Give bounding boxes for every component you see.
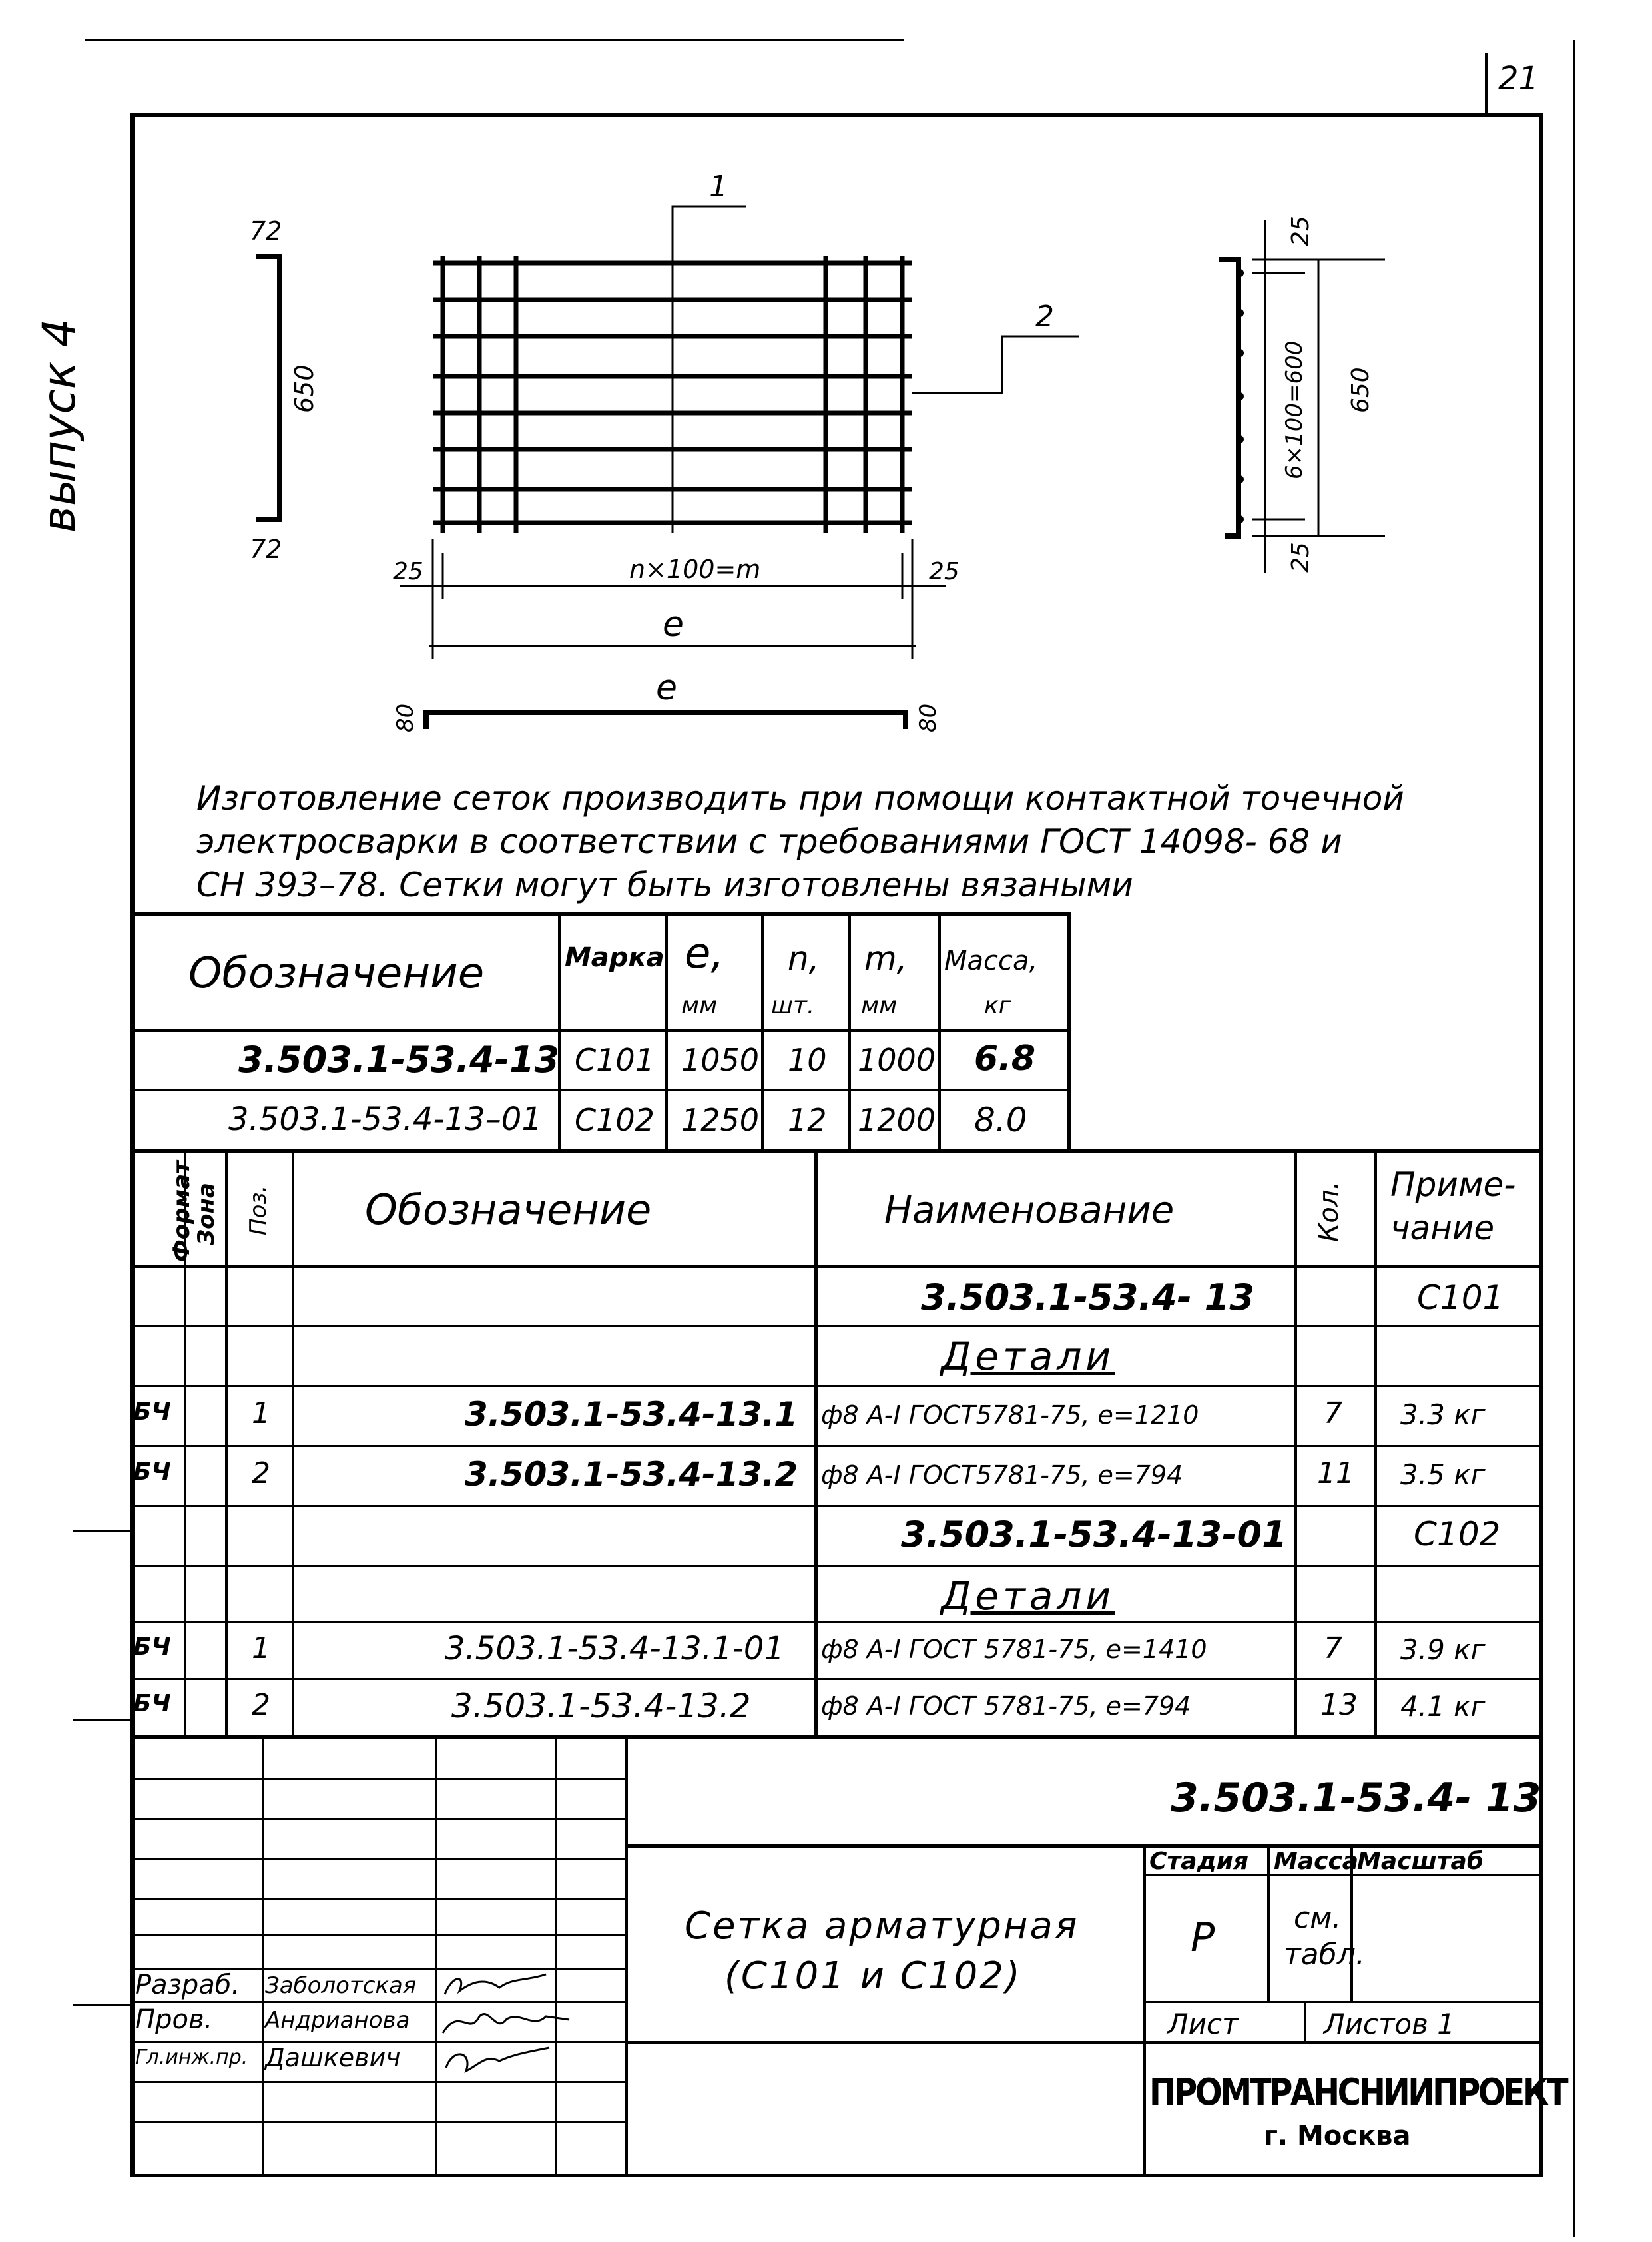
mark-row1-mass: 6.8 <box>974 1039 1036 1079</box>
leader-label-2: 2 <box>1035 300 1054 334</box>
signer-role-1: Разраб. <box>135 1970 240 2000</box>
spec-row7-designation: 3.503.1-53.4-13.1-01 <box>445 1630 784 1667</box>
mark-row2-mark: С102 <box>575 1102 655 1138</box>
mark-row2-n: 12 <box>788 1102 827 1138</box>
title-line-1: Сетка арматурная <box>685 1904 1079 1948</box>
spec-row5-name: 3.503.1-53.4-13-01 <box>901 1514 1287 1555</box>
signature-3 <box>439 2041 553 2081</box>
title-line-2: (С101 и С102) <box>724 1954 1022 1998</box>
sheets-label: Листов 1 <box>1324 2008 1455 2040</box>
spec-th-format: Формат <box>168 1161 195 1262</box>
spec-row8-pos: 2 <box>252 1688 270 1722</box>
stage-label: Стадия <box>1149 1848 1248 1875</box>
spec-row4-format: БЧ <box>133 1458 171 1486</box>
sheet-number: 21 <box>1498 60 1539 97</box>
spec-row3-format: БЧ <box>133 1398 171 1426</box>
spec-row1-name: 3.503.1-53.4- 13 <box>921 1276 1254 1318</box>
spec-row7-name: ф8 А-I ГОСТ 5781-75, e=1410 <box>821 1635 1207 1664</box>
signer-role-2: Пров. <box>135 2004 213 2035</box>
mark-th-designation: Обозначение <box>188 949 485 998</box>
signature-1 <box>439 1968 553 2004</box>
mark-th-mark: Марка <box>565 942 665 973</box>
signer-name-3: Дашкевич <box>265 2043 401 2072</box>
mark-row1-mark: С101 <box>575 1042 655 1078</box>
side-top-dim: 25 <box>1287 216 1314 246</box>
spec-row3-qty: 7 <box>1324 1396 1342 1430</box>
spec-row3-designation: 3.503.1-53.4-13.1 <box>465 1395 798 1434</box>
spec-th-note-l2: чание <box>1390 1209 1495 1247</box>
stage-value: Р <box>1191 1914 1215 1961</box>
mark-row2-designation: 3.503.1-53.4-13–01 <box>228 1101 542 1138</box>
spec-row5-note: С102 <box>1414 1515 1501 1553</box>
bottom-right-hook: 80 <box>915 703 942 732</box>
signature-2 <box>439 2003 573 2043</box>
left-bar-detail <box>256 256 280 519</box>
spec-th-qty: Кол. <box>1314 1181 1344 1242</box>
spec-row7-qty: 7 <box>1324 1631 1342 1665</box>
note-line-1: Изготовление сеток производить при помощи контактной точечной <box>196 779 1404 818</box>
spec-row7-format: БЧ <box>133 1633 171 1661</box>
spec-row4-designation: 3.503.1-53.4-13.2 <box>465 1455 798 1494</box>
side-height-dim: 650 <box>1347 367 1374 413</box>
spec-row4-pos: 2 <box>252 1456 270 1490</box>
spec-row8-designation: 3.503.1-53.4-13.2 <box>451 1687 751 1725</box>
mark-row1-m: 1000 <box>858 1042 936 1078</box>
org-name: ПРОМТРАНСНИИПРОЕКТ <box>1149 2071 1567 2114</box>
spec-row6-name: Детали <box>941 1573 1115 1619</box>
bottom-left-hook: 80 <box>392 703 419 732</box>
spec-row7-note: 3.9 кг <box>1400 1633 1486 1666</box>
mark-th-m-unit: мм <box>861 992 898 1019</box>
leader-label-1: 1 <box>709 170 728 204</box>
bottom-bar-dim: e <box>656 668 677 708</box>
spec-row4-note: 3.5 кг <box>1400 1458 1486 1491</box>
spec-row8-qty: 13 <box>1320 1688 1358 1722</box>
spec-th-name: Наименование <box>884 1189 1175 1232</box>
signer-name-2: Андрианова <box>265 2007 410 2034</box>
signer-name-1: Заболотская <box>265 1972 417 1999</box>
left-height-dim: 650 <box>290 364 319 413</box>
spec-row4-qty: 11 <box>1317 1456 1354 1490</box>
mesh-width-dim: e <box>663 605 684 645</box>
note-line-2: электросварки в соответствии с требованиями ГОСТ 14098- 68 и <box>196 822 1342 861</box>
left-top-dim: 72 <box>250 216 282 246</box>
left-bottom-dim: 72 <box>250 535 282 564</box>
spec-th-designation: Обозначение <box>365 1185 652 1234</box>
mesh-left-dim: 25 <box>393 558 423 585</box>
mark-row1-e: 1050 <box>681 1042 760 1078</box>
mesh-right-dim: 25 <box>929 558 960 585</box>
spec-row3-note: 3.3 кг <box>1400 1398 1486 1431</box>
spec-th-zone: Зона <box>193 1183 220 1245</box>
mark-row2-m: 1200 <box>858 1102 936 1138</box>
mesh <box>433 256 912 533</box>
mark-table <box>132 912 1071 1149</box>
spec-th-pos: Поз. <box>245 1185 272 1235</box>
spec-row8-note: 4.1 кг <box>1400 1690 1486 1723</box>
spec-row3-pos: 1 <box>252 1396 270 1430</box>
mark-th-mass: Масса, <box>944 946 1038 976</box>
org-city: г. Москва <box>1264 2121 1411 2151</box>
spec-row4-name: ф8 А-I ГОСТ5781-75, e=794 <box>821 1460 1183 1490</box>
spec-row7-pos: 1 <box>252 1631 270 1665</box>
doc-number: 3.503.1-53.4- 13 <box>1171 1775 1541 1821</box>
spec-row3-name: ф8 А-I ГОСТ5781-75, e=1210 <box>821 1400 1199 1430</box>
mesh-mid-dim: n×100=m <box>629 555 761 584</box>
spec-row8-name: ф8 А-I ГОСТ 5781-75, e=794 <box>821 1691 1191 1721</box>
spec-row2-name: Детали <box>941 1334 1115 1379</box>
mark-row2-mass: 8.0 <box>974 1101 1027 1139</box>
mass-value-l1: см. <box>1294 1901 1342 1935</box>
mark-th-m: m, <box>864 939 908 978</box>
spec-th-note-l1: Приме- <box>1390 1165 1516 1204</box>
side-label: выпуск 4 <box>33 318 86 533</box>
title-block <box>132 1738 1567 2177</box>
side-bottom-dim: 25 <box>1287 542 1314 573</box>
mark-row1-n: 10 <box>788 1042 827 1078</box>
mark-row2-e: 1250 <box>681 1102 760 1138</box>
spec-row8-format: БЧ <box>133 1690 171 1717</box>
sheet-label: Лист <box>1167 2008 1239 2040</box>
mark-th-mass-unit: кг <box>984 992 1011 1019</box>
mark-th-n-unit: шт. <box>771 992 815 1019</box>
mark-th-n: n, <box>788 939 820 978</box>
mass-value-l2: табл. <box>1284 1938 1365 1972</box>
note-line-3: СН 393–78. Сетки могут быть изготовлены вязаными <box>196 866 1133 904</box>
spec-table <box>132 1149 1542 1738</box>
mark-th-e: e, <box>685 929 724 978</box>
spec-row1-note: С101 <box>1417 1278 1504 1317</box>
scale-label: Масштаб <box>1357 1848 1484 1875</box>
mark-th-e-unit: мм <box>681 992 718 1019</box>
mark-row1-designation: 3.503.1-53.4-13 <box>238 1039 560 1081</box>
mass-label: Масса <box>1274 1848 1359 1875</box>
signer-role-3: Гл.инж.пр. <box>135 2046 248 2069</box>
side-spacing-dim: 6×100=600 <box>1281 340 1308 479</box>
